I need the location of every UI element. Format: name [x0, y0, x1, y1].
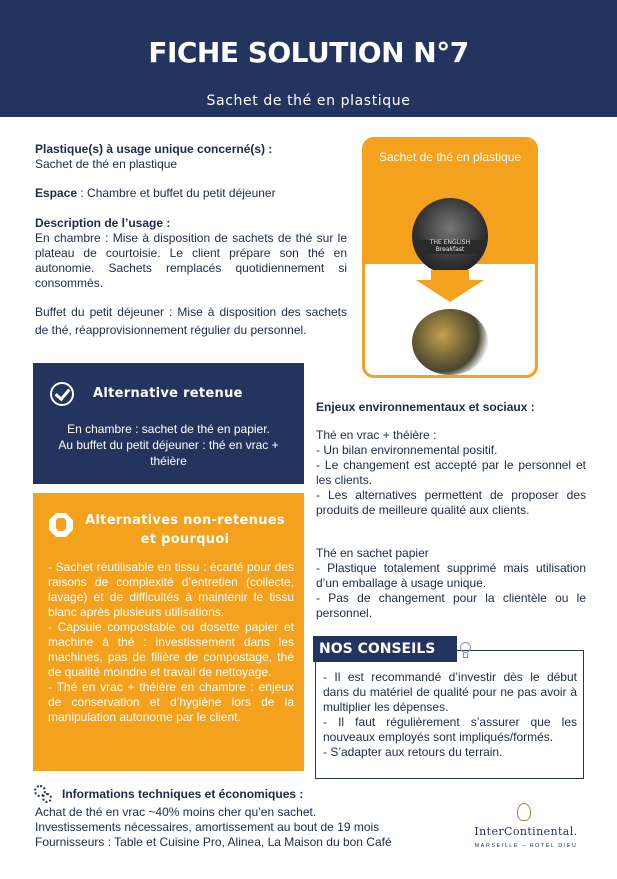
issues-group2-title: Thé en sachet papier: [316, 546, 429, 560]
usage-buffet: Buffet du petit déjeuner : Mise à disposition des sachets de thé, réapprovisionnement régulier du personnel.: [35, 305, 347, 337]
logo-subtitle: MARSEILLE – HOTEL DIEU: [474, 843, 578, 849]
loose-tea-photo: [412, 309, 488, 375]
logo-name: InterContinental.: [474, 825, 578, 838]
usage-room: En chambre : Mise à disposition de sachets de thé sur le plateau de courtoisie. Le client prépare son thé en autonomie. Sachets remplacés quotidiennement si consommés.: [35, 231, 347, 290]
image-panel-label: Sachet de thé en plastique: [378, 150, 522, 164]
issues-item: - Le changement est accepté par le personnel et les clients.: [316, 458, 586, 487]
issues-item: - Les alternatives permettent de proposer des produits de meilleure qualité aux clients.: [316, 488, 586, 517]
image-panel: [362, 137, 538, 378]
retained-body: [45, 421, 292, 469]
rejected-title: Alternatives non-retenues et pourquoi: [85, 513, 285, 547]
intercontinental-logo: [459, 803, 593, 859]
tips-title: NOS CONSEILS: [313, 636, 457, 662]
issues-section: [316, 400, 586, 415]
info-lines: [35, 805, 435, 850]
info-title: Informations techniques et économiques :: [62, 787, 304, 801]
tea-bag-box-photo: [412, 198, 488, 274]
info-line: Achat de thé en vrac ~40% moins cher qu’en sachet.: [35, 805, 317, 819]
retained-title: Alternative retenue: [93, 386, 243, 401]
gears-icon: [34, 785, 54, 805]
issues-group1: [316, 428, 586, 518]
tips-item: - Il faut régulièrement s’assurer que les nouveaux employés sont impliqués/formés.: [323, 715, 577, 744]
rejected-item: - Sachet réutilisable en tissu : écarté pour des raisons de complexité d’entretien (collecte, lavage) et de difficultés à maintenir le tissu blanc après plusieurs utilisations.: [48, 560, 294, 619]
retained-line-buffet: Au buffet du petit déjeuner : thé en vrac + théière: [58, 438, 279, 468]
usage-section: [35, 216, 347, 291]
retained-alternative-box: [33, 363, 304, 484]
box-label: THE ENGLISH Breakfast: [429, 239, 471, 253]
header-banner: [0, 0, 617, 117]
tips-item: - Il est recommandé d’investir dès le début dans du matériel de qualité pour ne pas avoir à multiplier les dépenses.: [323, 670, 577, 714]
space-value: : Chambre et buffet du petit déjeuner: [77, 186, 276, 200]
info-line: Investissements nécessaires, amortissement au bout de 19 mois: [35, 820, 380, 834]
issues-title: Enjeux environnementaux et sociaux :: [316, 400, 535, 414]
issues-item: - Plastique totalement supprimé mais utilisation d’un emballage à usage unique.: [316, 561, 586, 590]
stop-hand-icon: [49, 513, 73, 537]
rejected-item: - Thé en vrac + théière en chambre : enjeux de conservation et d’hygiène lors de la manipulation autonome par le client.: [48, 680, 294, 724]
logo-emblem-icon: [517, 803, 531, 821]
tips-item: - S’adapter aux retours du terrain.: [323, 745, 503, 759]
retained-line-room: En chambre : sachet de thé en papier.: [67, 422, 270, 436]
check-circle-icon: [50, 382, 74, 406]
plastics-value: Sachet de thé en plastique: [35, 157, 178, 171]
issues-item: - Un bilan environnemental positif.: [316, 443, 498, 457]
issues-group2: [316, 546, 586, 621]
tips-list: [323, 670, 577, 760]
rejected-list: [48, 560, 294, 725]
rejected-item: - Capsule compostable ou dosette papier et machine à thé : investissement dans les machines, pas de filière de compostage, thé de qualité moindre et travail de nettoyage.: [48, 620, 294, 679]
rejected-alternatives-box: [33, 493, 304, 771]
space-section: [35, 186, 335, 201]
arrow-head-icon: [416, 280, 484, 302]
usage-label: Description de l’usage :: [35, 216, 171, 230]
issues-group1-title: Thé en vrac + théière :: [316, 428, 437, 442]
space-label: Espace: [35, 186, 78, 200]
page-title: FICHE SOLUTION N°7: [148, 36, 469, 69]
page-subtitle: Sachet de thé en plastique: [206, 93, 411, 109]
plastics-section: [35, 142, 335, 172]
lightbulb-icon: [458, 640, 473, 660]
plastics-label: Plastique(s) à usage unique concerné(s) :: [35, 142, 273, 156]
issues-item: - Pas de changement pour la clientèle ou le personnel.: [316, 591, 586, 620]
arrow-down-icon: [431, 270, 469, 280]
info-line: Fournisseurs : Table et Cuisine Pro, Alinea, La Maison du bon Café: [35, 835, 392, 849]
